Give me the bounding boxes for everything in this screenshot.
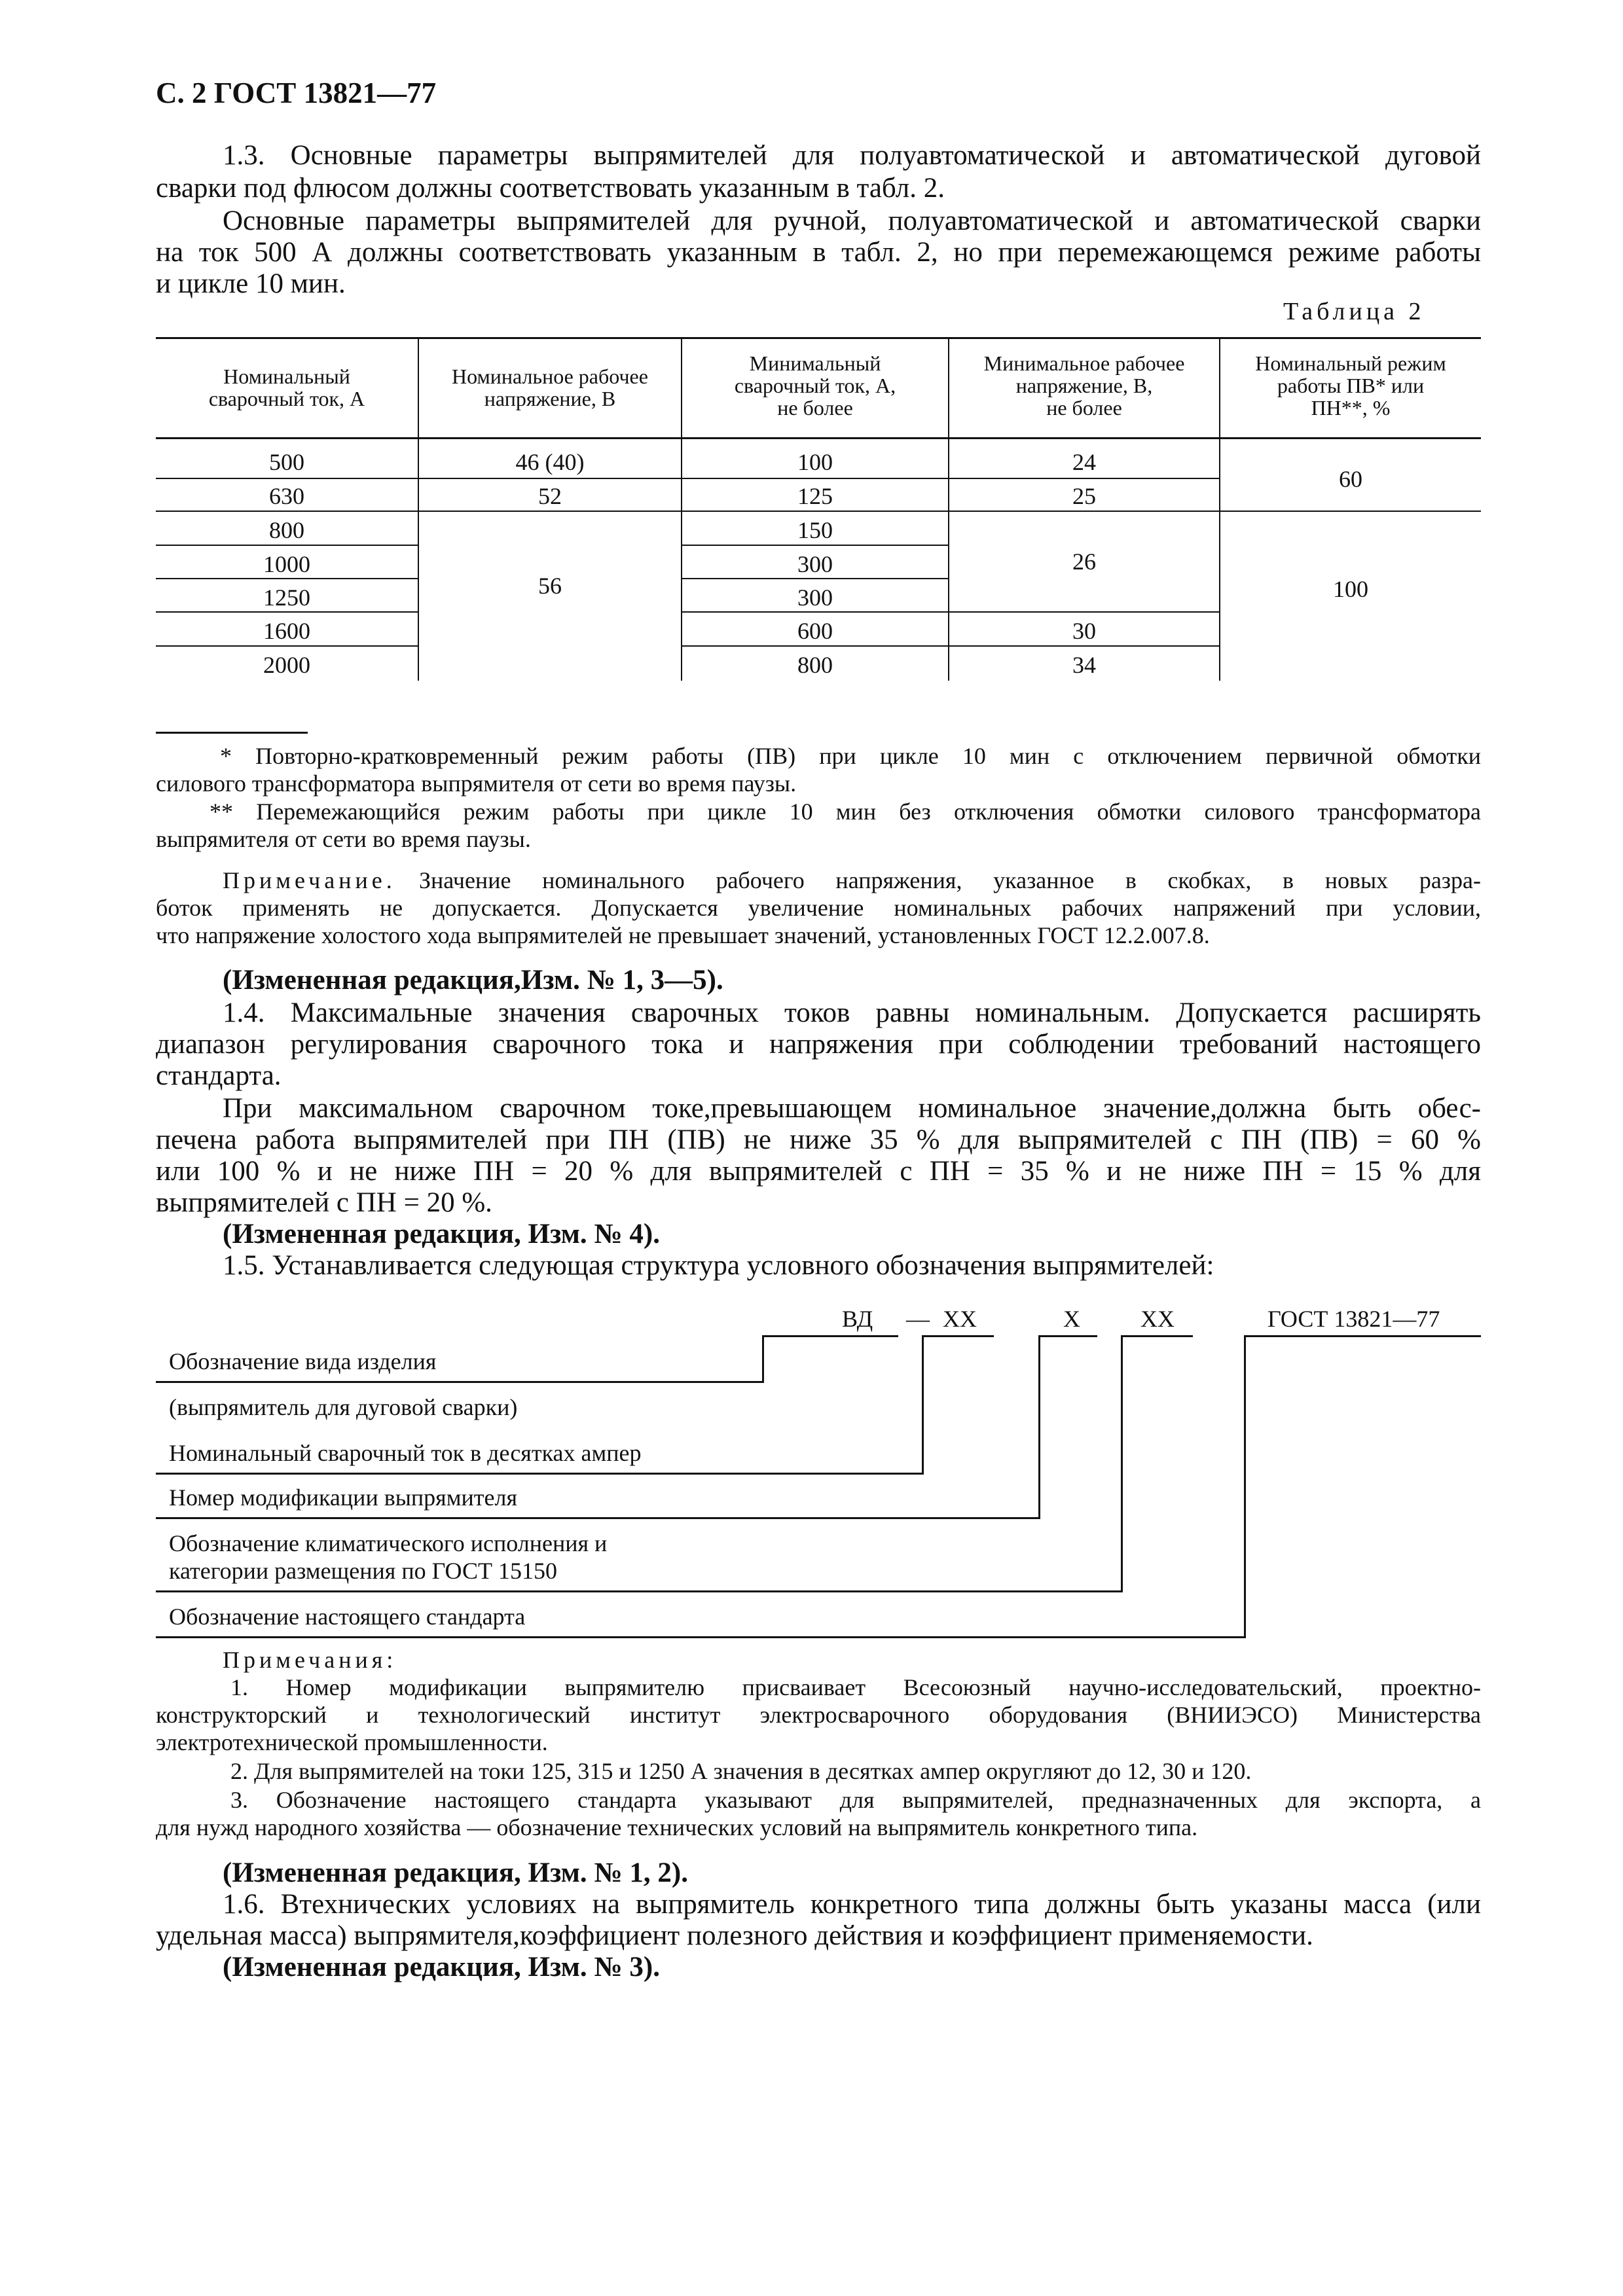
note-line1: Значение номинального рабочего напряжения, указанное в скобках, в новых разра- (419, 867, 1481, 893)
table-cell: 500 (269, 449, 304, 475)
code-dash: — (906, 1306, 930, 1332)
label-standard: Обозначение настоящего стандарта (169, 1604, 526, 1630)
notes2-line2: конструкторский и технологический институт электросварочного оборудования (ВНИИЭСО) Министерства (156, 1702, 1481, 1728)
p1-5: 1.5. Устанавливается следующая структура условного обозначения выпрямителей: (223, 1250, 1214, 1281)
p1-6-line1: 1.6. Втехнических условиях на выпрямитель конкретного типа должны быть указаны масса (или (223, 1889, 1481, 1920)
notes2-line5: 3. Обозначение настоящего стандарта указывают для выпрямителей, предназначенных для экспорта, а (230, 1787, 1481, 1813)
note-line2: боток применять не допускается. Допускается увеличение номинальных рабочих напряжений при условии, (156, 895, 1481, 921)
code-current: ХХ (943, 1306, 977, 1332)
table-cell: 1000 (263, 551, 310, 577)
label-climate-line2: категории размещения по ГОСТ 15150 (169, 1558, 557, 1584)
notes2-label: Примечания: (223, 1647, 397, 1673)
table-cell: 2000 (263, 652, 310, 678)
table-cell: 46 (40) (515, 449, 585, 475)
label-product-type: Обозначение вида изделия (169, 1348, 437, 1374)
table-cell: 30 (1072, 618, 1096, 644)
label-nominal-current: Номинальный сварочный ток в десятках ампер (169, 1440, 642, 1466)
edit-note-1: (Измененная редакция,Изм. № 1, 3—5). (223, 965, 723, 996)
edit-note-3: (Измененная редакция, Изм. № 1, 2). (223, 1857, 688, 1888)
note-line3: что напряжение холостого хода выпрямителей не превышает значений, установленных ГОСТ 12.2.007.8. (156, 922, 1210, 948)
p1-3b-line1: Основные параметры выпрямителей для ручной, полуавтоматической и автоматической сварки (223, 206, 1481, 236)
table-cell: 300 (797, 584, 833, 611)
p1-4b-line2: печена работа выпрямителей при ПН (ПВ) не ниже 35 % для выпрямителей с ПН (ПВ) = 60 % (156, 1124, 1481, 1155)
table-cell: 25 (1072, 483, 1096, 509)
table-cell: 1600 (263, 618, 310, 644)
footnote-1-line2: силового трансформатора выпрямителя от сети во время паузы. (156, 770, 797, 797)
code-standard: ГОСТ 13821—77 (1267, 1306, 1440, 1332)
table-cell: 52 (538, 483, 562, 509)
table-cell: 100 (1333, 576, 1368, 602)
table-cell: 56 (538, 573, 562, 599)
notes2-line3: электротехнической промышленности. (156, 1729, 548, 1755)
footnote-rule (156, 732, 308, 734)
p1-4b-line1: При максимальном сварочном токе,превышающем номинальное значение,должна быть обес- (223, 1093, 1481, 1124)
th-duty-mode: Номинальный режим работы ПВ* или ПН**, % (1255, 351, 1446, 420)
table-cell: 800 (797, 652, 833, 678)
p1-4b-line3: или 100 % и не ниже ПН = 20 % для выпрямителей с ПН = 35 % и не ниже ПН = 15 % для (156, 1156, 1481, 1187)
footnote-1-line1: * Повторно-кратковременный режим работы (ПВ) при цикле 10 мин с отключением первичной обмотки (220, 743, 1481, 769)
label-climate-line1: Обозначение климатического исполнения и (169, 1530, 608, 1556)
p1-4-line3: стандарта. (156, 1060, 282, 1091)
table-cell: 630 (269, 483, 304, 509)
code-climate: ХХ (1140, 1306, 1175, 1332)
table-cell: 600 (797, 618, 833, 644)
table-cell: 150 (797, 517, 833, 543)
p1-3-line1: 1.3. Основные параметры выпрямителей для полуавтоматической и автоматической дуговой (223, 140, 1481, 171)
table-cell: 26 (1072, 548, 1096, 575)
p1-3b-line3: и цикле 10 мин. (156, 268, 346, 299)
p1-3-line2: сварки под флюсом должны соответствовать указанным в табл. 2. (156, 173, 945, 204)
th-min-current: Минимальный сварочный ток, А, не более (734, 351, 896, 420)
edit-note-2: (Измененная редакция, Изм. № 4). (223, 1219, 660, 1249)
notes2-line4: 2. Для выпрямителей на токи 125, 315 и 1250 А значения в десятках ампер округляют до 12, 30 и 120. (230, 1758, 1252, 1784)
table-cell: 300 (797, 551, 833, 577)
notes2-line1: 1. Номер модификации выпрямителю присваивает Всесоюзный научно-исследовательский, проектно- (230, 1674, 1481, 1700)
page-header: С. 2 ГОСТ 13821—77 (156, 77, 437, 109)
p1-4b-line4: выпрямителей с ПН = 20 %. (156, 1187, 492, 1218)
footnote-2-line2: выпрямителя от сети во время паузы. (156, 826, 531, 852)
edit-note-4: (Измененная редакция, Изм. № 3). (223, 1952, 660, 1982)
table-cell: 125 (797, 483, 833, 509)
label-modification: Номер модификации выпрямителя (169, 1484, 518, 1511)
table-cell: 60 (1339, 466, 1362, 492)
p1-6-line2: удельная масса) выпрямителя,коэффициент полезного действия и коэффициент применяемости. (156, 1920, 1313, 1951)
notes2-line6: для нужд народного хозяйства — обозначение технических условий на выпрямитель конкретного типа. (156, 1814, 1198, 1840)
code-vd: ВД (842, 1306, 873, 1332)
footnote-2-line1: ** Перемежающийся режим работы при цикле 10 мин без отключения обмотки силового трансформатора (210, 798, 1481, 825)
th-nominal-current: Номинальный сварочный ток, А (208, 365, 365, 410)
table-cell: 800 (269, 517, 304, 543)
label-product-type-detail: (выпрямитель для дуговой сварки) (169, 1394, 518, 1420)
code-modification: Х (1063, 1306, 1080, 1332)
th-min-voltage: Минимальное рабочее напряжение, В, не более (983, 351, 1185, 420)
th-nominal-voltage: Номинальное рабочее напряжение, В (452, 365, 648, 410)
p1-4-line1: 1.4. Максимальные значения сварочных токов равны номинальным. Допускается расширять (223, 997, 1481, 1028)
note-label: Примечание. (223, 867, 396, 893)
table-caption: Таблица 2 (1283, 298, 1425, 325)
p1-4-line2: диапазон регулирования сварочного тока и напряжения при соблюдении требований настоящего (156, 1029, 1481, 1060)
table-cell: 100 (797, 449, 833, 475)
table-cell: 34 (1072, 652, 1096, 678)
p1-3b-line2: на ток 500 А должны соответствовать указанным в табл. 2, но при перемежающемся режиме работы (156, 237, 1481, 268)
table-cell: 24 (1072, 449, 1096, 475)
table-cell: 1250 (263, 584, 310, 611)
